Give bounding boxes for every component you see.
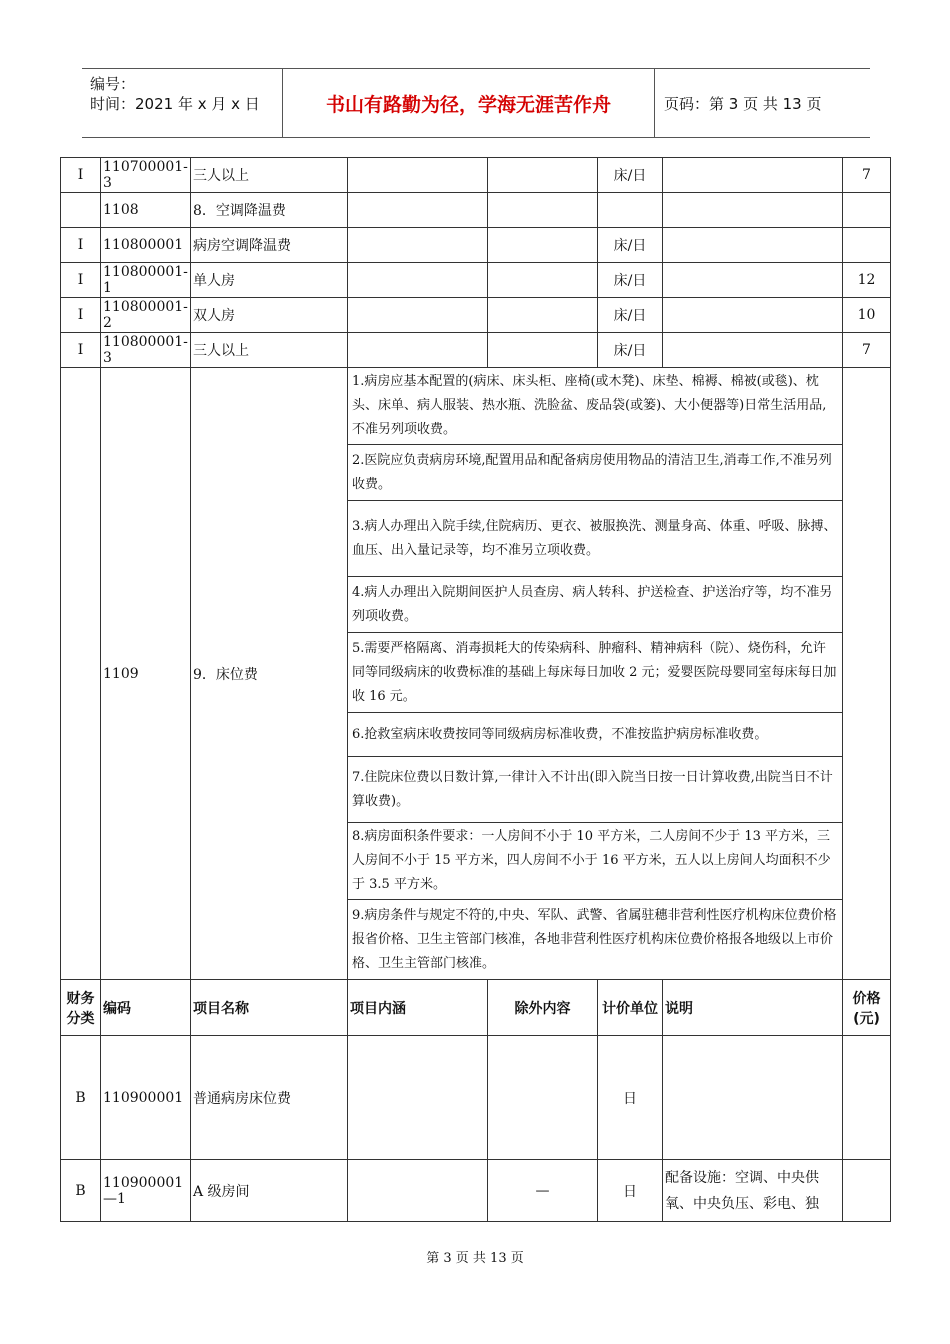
cell-name: 双人房 [191,298,348,333]
cell-except [488,298,598,333]
col-name: 项目名称 [191,980,348,1036]
table-row [61,193,891,228]
cell-code: 1108 [101,193,191,228]
cell-except [488,1036,598,1160]
cell-code: 110800001-1 [101,263,191,298]
cell-price: 12 [843,263,891,298]
note-text: 4.病人办理出入院期间医护人员查房、病人转科、护送检查、护送治疗等，均不准另列项收费。 [348,577,843,633]
cell-desc [663,263,843,298]
cell-cat [61,368,101,980]
page-footer: 第 3 页 共 13 页 [426,1251,524,1266]
cell-name: 病房空调降温费 [191,228,348,263]
section-code: 1109 [101,368,191,980]
cell-content [348,298,488,333]
cell-unit: 日 [598,1160,663,1222]
note-text: 9.病房条件与规定不符的,中央、军队、武警、省属驻穗非营利性医疗机构床位费价格报省价格、卫生主管部门核准，各地非营利性医疗机构床位费价格报各地级以上市价格、卫生主管部门核准。 [348,900,843,980]
number-label: 编号： [90,75,136,93]
cell-unit: 床/日 [598,298,663,333]
section-name: 9．床位费 [191,368,348,980]
cell-code: 110700001-3 [101,158,191,193]
col-code: 编码 [101,980,191,1036]
cell-code: 110900001 [101,1036,191,1160]
fee-table [60,157,891,1222]
col-cat: 财务分类 [61,980,101,1036]
cell-cat [61,193,101,228]
note-text: 1.病房应基本配置的(病床、床头柜、座椅(或木凳)、床垫、棉褥、棉被(或毯)、枕头、床单、病人服装、热水瓶、洗脸盆、废品袋(或篓)、大小便器等)日常生活用品,不准另列项收费。 [348,368,843,445]
table-row [61,228,891,263]
note-text: 3.病人办理出入院手续,住院病历、更衣、被服换洗、测量身高、体重、呼吸、脉搏、血压、出入量记录等，均不准另立项收费。 [348,501,843,577]
col-unit: 计价单位 [598,980,663,1036]
cell-price: 7 [843,333,891,368]
note-text: 6.抢救室病床收费按同等同级病房标准收费，不准按监护病房标准收费。 [348,713,843,757]
header-page-label: 页码：第 3 页 共 13 页 [664,94,822,113]
header-meta [82,69,283,137]
table-row [61,158,891,193]
cell-price: 10 [843,298,891,333]
cell-content [348,1036,488,1160]
cell-except [488,333,598,368]
cell-price [843,1160,891,1222]
cell-desc [663,158,843,193]
cell-cat: B [61,1160,101,1222]
cell-code: 110900001—1 [101,1160,191,1222]
table-row [61,298,891,333]
note-row [61,368,891,445]
cell-name: 普通病房床位费 [191,1036,348,1160]
cell-price [843,193,891,228]
cell-cat: I [61,298,101,333]
cell-code: 110800001 [101,228,191,263]
header-motto: 书山有路勤为径，学海无涯苦作舟 [283,69,655,137]
page-header [82,68,870,138]
time-label: 时间：2021 年 x 月 x 日 [90,95,260,113]
cell-price: 7 [843,158,891,193]
cell-content [348,158,488,193]
cell-name: 8．空调降温费 [191,193,348,228]
cell-unit [598,193,663,228]
cell-desc [663,193,843,228]
note-text: 8.病房面积条件要求：一人房间不小于 10 平方米，二人房间不少于 13 平方米，三人房间不小于 15 平方米，四人房间不小于 16 平方米，五人以上房间人均面积不少于 3.5 平方米。 [348,823,843,900]
cell-desc [663,333,843,368]
cell-code: 110800001-3 [101,333,191,368]
col-except: 除外内容 [488,980,598,1036]
cell-price [843,1036,891,1160]
cell-content [348,333,488,368]
cell-price [843,368,891,980]
table-row [61,333,891,368]
cell-name: 三人以上 [191,333,348,368]
cell-content [348,263,488,298]
cell-unit: 日 [598,1036,663,1160]
col-price: 价格(元) [843,980,891,1036]
cell-name: 单人房 [191,263,348,298]
cell-desc: 配备设施：空调、中央供氧、中央负压、彩电、独 [663,1160,843,1222]
cell-cat: I [61,333,101,368]
cell-name: A 级房间 [191,1160,348,1222]
note-text: 7.住院床位费以日数计算,一律计入不计出(即入院当日按一日计算收费,出院当日不计算收费)。 [348,757,843,823]
col-desc: 说明 [663,980,843,1036]
cell-except [488,193,598,228]
cell-cat: B [61,1036,101,1160]
cell-content [348,228,488,263]
cell-except: — [488,1160,598,1222]
cell-unit: 床/日 [598,263,663,298]
cell-code: 110800001-2 [101,298,191,333]
note-text: 2.医院应负责病房环境,配置用品和配备病房使用物品的清洁卫生,消毒工作,不准另列收费。 [348,445,843,501]
cell-cat: I [61,228,101,263]
column-header-row [61,980,891,1036]
col-content: 项目内涵 [348,980,488,1036]
cell-price [843,228,891,263]
cell-except [488,263,598,298]
note-text: 5.需要严格隔离、消毒损耗大的传染病科、肿瘤科、精神病科（院）、烧伤科，允许同等同级病床的收费标准的基础上每床每日加收 2 元；爱婴医院母婴同室每床每日加收 16 元。 [348,633,843,713]
cell-cat: I [61,158,101,193]
table-row [61,1160,891,1222]
cell-except [488,158,598,193]
cell-content [348,1160,488,1222]
cell-except [488,228,598,263]
cell-name: 三人以上 [191,158,348,193]
cell-desc [663,1036,843,1160]
cell-cat: I [61,263,101,298]
cell-desc [663,298,843,333]
table-row [61,263,891,298]
cell-unit: 床/日 [598,333,663,368]
cell-unit: 床/日 [598,228,663,263]
cell-desc [663,228,843,263]
cell-content [348,193,488,228]
table-row [61,1036,891,1160]
cell-unit: 床/日 [598,158,663,193]
